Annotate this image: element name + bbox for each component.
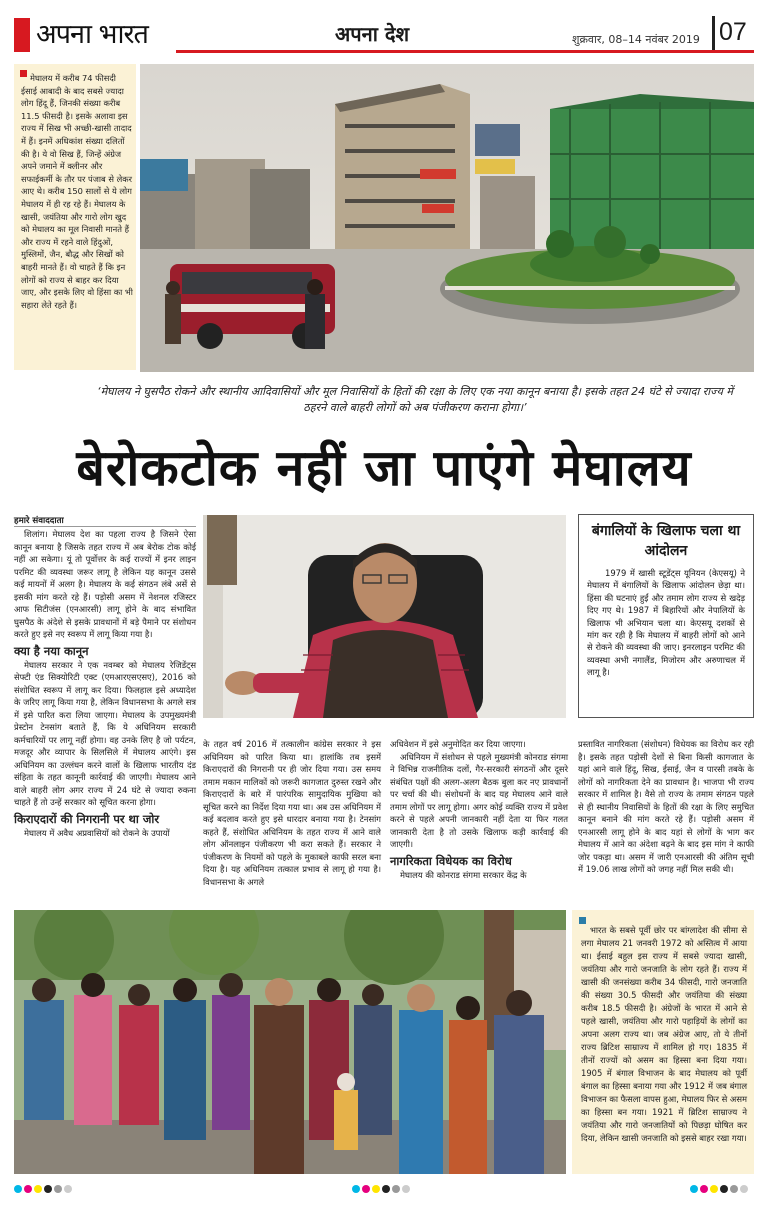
sidebar-religion-facts (14, 64, 136, 370)
article-paragraph: शिलांग। मेघालय देश का पहला राज्य है जिसने ऐसा कानून बनाया है जिसके तहत राज्य में अब बेरोक टोक कोई नहीं आ सकेगा। यूं तो पूर्वोत्तर के कई राज्यों में इनर लाइन परमिट की व्यवस्था जरूर लागू है लेकिन यह कानून उससे कई मायनों में अलग है। मेघालय के कई संगठन लंबे असें से इसकी मांग करते रहे हैं। पड़ोसी असम में नेशनल रजिस्टर आफ सिटीजंस (एनआरसी) लागू होने के बाद संभावित घुसपैठ के अंदेशे से इसके प्रावधानों में बड़े पैमाने पर संशोधन करते हुए इसे नए स्वरूप में लागू किया गया है। (14, 529, 196, 639)
registration-marks-center (352, 1185, 410, 1193)
article-paragraph: अधिनियम में संशोधन से पहले मुख्यमंत्री कोनराड संगमा ने विभिन्न राजनीतिक दलों, गैर-सरकारी संगठनों और दूसरे संबंधित पक्षों की अलग-अलग बैठक बुला कर नए प्रावधानों पर चर्चा की थी। संशोधनों के बाद यह मेघालय आने वाले तमाम लोगों पर लागू होगा। अगर कोई व्यक्ति राज्य में प्रवेश करने से पहले अपनी जानकारी नहीं देता या फिर गलत जानकारी देता है तो उसके खिलाफ कड़ी कार्रवाई की जाएगी। (390, 751, 568, 849)
box-text: 1979 में खासी स्टूडेंट्स यूनियन (केएसयू) ने मेघालय में बंगालियों के खिलाफ आंदोलन छेड़ा था। हिंसा की घटनाएं हुईं और तमाम लोग राज्य से खदेड़ दिए गए थे। 1987 में बिहारियों और नेपालियों के खिलाफ भी अभियान चला था। केएसयू दशकों से मांग कर रही है कि मेघालय में बाहरी लोगों को आने से रोकने की व्यवस्था की जाए। इनरलाइन परमिट की व्यवस्था अभी नगालैंड, मिजोरम और अरुणाचल में लागू है। (587, 568, 745, 678)
byline: हमारे संवाददाता (14, 516, 64, 526)
article-column-1 (14, 528, 196, 839)
article-paragraph: मेघालय सरकार ने एक नवम्बर को मेघालय रेजिडेंट्स सेफ्टी एंड सिक्योरिटी एक्ट (एमआरएसएसए), 2016 को संशोधित स्वरूप में लागू कर दिया। फिलहाल इसे अध्यादेश के जरिए लागू किया गया है, लेकिन विधानसभा के अगले सत्र में इसे पारित करा लिया जाएगा। मेघालय के उपमुख्यमंत्री प्रेस्टोन टेनसांग बताते हैं, कि ये अधिनियम सरकारी कर्मचारियों पर लागू नहीं होगा। वह उनके लिए है जो पर्यटन, मजदूर और व्यापार के सिलसिले में मेघालय आएंगे। इस अधिनियम का उल्लंघन करने वालों के खिलाफ भारतीय दंड संहिता के तहत कानूनी कार्रवाई की जाएगी। मेघालय आने वाले बाहरी लोग अगर राज्य में 24 घंटे से ज्यादा रुकना चाहते हैं तो उन्हें सरकार को सूचित करना होगा। (14, 659, 196, 807)
bullet-square-icon (579, 917, 586, 924)
brand-red-block (14, 18, 30, 52)
page-number: 07 (719, 18, 747, 46)
box-title: बंगालियों के खिलाफ चला था आंदोलन (591, 523, 741, 559)
header-rule (176, 50, 754, 53)
article-column-4 (578, 738, 754, 876)
main-headline: बेरोकटोक नहीं जा पाएंगे मेघालय (76, 439, 692, 497)
byline-rule (14, 526, 196, 527)
article-paragraph: अधिवेशन में इसे अनुमोदित कर दिया जाएगा। (390, 739, 526, 749)
top-photo-caption: ‘मेघालय ने घुसपैठ रोकने और स्थानीय आदिवासियों और मूल निवासियों के हितों की रक्षा के लिए एक नया कानून बनाया है। इसके तहत 24 घंटे से ज्यादा राज्य में ठहरने वाले बाहरी लोगों को अब पंजीकरण कराना होगा।’ (97, 385, 733, 414)
section-title: अपना देश (335, 22, 410, 46)
sidebar-box-agitation (578, 514, 754, 718)
official-portrait-photo (203, 515, 566, 718)
article-column-3 (390, 738, 568, 881)
subheading-tenant-monitoring: किराएदारों की निगरानी पर था जोर (14, 811, 160, 826)
article-paragraph: के तहत वर्ष 2016 में तत्कालीन कांग्रेस सरकार ने इस अधिनियम को पारित किया था। हालांकि तब इसमें किराएदारों की निगरानी पर ही जोर दिया गया। उस समय तमाम मकान मालिकों को जरूरी कागजात दुरुस्त रखने और किराएदारों के बारे में पारंपरिक सामुदायिक मुखिया को सूचित करने का निर्देश दिया गया था। अब उस अधिनियम में कई बदलाव करते हुए इसे धारदार बनाया गया है। टेनसांग कहते हैं, संशोधित अधिनियम के तहत राज्य में आने वाले लोग ऑनलाइन पंजीकरण भी करा सकते हैं। सरकार ने पंजीकरण के नियमों को पहले के मुकाबले काफी सरल बना दिया है। यह अधिनियम तत्काल प्रभाव से लागू हो गया है। विधानसभा के अगले (203, 739, 381, 887)
subheading-citizenship-bill: नागरिकता विधेयक का विरोध (390, 853, 512, 868)
sidebar-bottom-text: भारत के सबसे पूर्वी छोर पर बांग्लादेश की सीमा से लगा मेघालय 21 जनवरी 1972 को अस्तित्व में आया था। ईसाई बहुल इस राज्य में सबसे ज्यादा खासी, जयंतिया और गारो जनजाति के लोग रहते हैं। राज्य में खासी की जनसंख्या करीब 34 फीसदी, गारो जनजाति की संख्या 30.5 फीसदी और जयंतिया की संख्या करीब 18.5 फीसदी है। अंग्रेजों के भारत में आने से पहले खासी, जयंतिया और गारो पहाड़ियों के लोगों का अपना अलग राज्य था। जब अंग्रेज आए, तो ये तीनों राज्य ब्रिटिश साम्राज्य में शामिल हो गए। 1835 में तीनों राज्यों को असम का हिस्सा बना दिया गया। 1905 में बंगाल विभाजन के बाद मेघालय को पूर्वी बंगाल का हिस्सा बनाया गया और 1912 में जब बंगाल विभाजन का फैसला वापस हुआ, मेघालय फिर से असम का हिस्सा बन गया। 1921 में ब्रिटिश साम्राज्य ने जयंतिया और गारो जनजातियों को पिछड़ा घोषित कर दिया, लेकिन खासी जनजाति को इससे बाहर रखा गया। (581, 925, 747, 1143)
article-column-2 (203, 738, 381, 888)
registration-marks-left (14, 1185, 72, 1193)
article-paragraph: मेघालय में अवैध अप्रवासियों को रोकने के उपायों (24, 827, 170, 838)
sidebar-history-facts (572, 910, 754, 1174)
subheading-new-law: क्या है नया कानून (14, 643, 89, 658)
page-number-divider (712, 16, 715, 50)
article-paragraph: प्रस्तावित नागरिकता (संशोधन) विधेयक का विरोध कर रही है। इसके तहत पड़ोसी देशों से बिना किसी कागजात के यहां आने वाले हिंदू, सिख, ईसाई, जैन व पारसी तबके के लोगों को नागरिकता देने का प्रावधान है। भाजपा भी राज्य सरकार में शामिल है। वैसे तो राज्य के तमाम संगठन पहले से ही स्थानीय निवासियों के हितों की रक्षा के लिए समुचित कानून बनाने की मांग करते रहे हैं। पड़ोसी असम में एनआरसी लागू होने के बाद यहां से लोगों के भाग कर मेघालय में आने का अंदेशा बढ़ने के बाद इस मांग ने काफी जोर पकड़ा था। असम में जारी एनआरसी की अंतिम सूची में 19.06 लाख लोगों को जगह नहीं मिल सकी थी। (578, 739, 754, 874)
registration-marks-right (690, 1185, 748, 1193)
issue-date: शुक्रवार, 08–14 नवंबर 2019 (572, 33, 700, 46)
protest-crowd-photo (14, 910, 566, 1174)
article-paragraph: मेघालय की कोनराड संगमा सरकार केंद्र के (400, 869, 527, 880)
publication-brand: अपना भारत (36, 19, 148, 50)
shillong-street-photo (140, 64, 754, 372)
sidebar-top-text: मेघालय में करीब 74 फीसदी ईसाई आबादी के बाद सबसे ज्यादा लोग हिंदू हैं, जिनकी संख्या करीब 11.5 फीसदी है। इसके अलावा इस राज्य में सिख भी अच्छी-खासी तादाद में हैं। इनमें अधिकांश संख्या दलितों की है। ये वो सिख हैं, जिन्हें अंग्रेज अपने जमाने में क्लीनर और सफाईकर्मी के तौर पर पंजाब से लेकर आए थे। करीब 150 सालों से ये लोग मेघालय में ही रह रहे हैं। मेघालय के खासी, जयंतिया और गारो लोग खुद को मेघालय का मूल निवासी मानते हैं और राज्य में रहने वाले हिंदुओं, मुस्लिमों, जैन, बौद्ध और सिखों को बाहरी मानते हैं। वो चाहते हैं कि इन लोगों को राज्य से बाहर कर दिया जाए, और इसके लिए वो हिंसा का भी सहारा लेते रहते हैं। (21, 73, 133, 310)
